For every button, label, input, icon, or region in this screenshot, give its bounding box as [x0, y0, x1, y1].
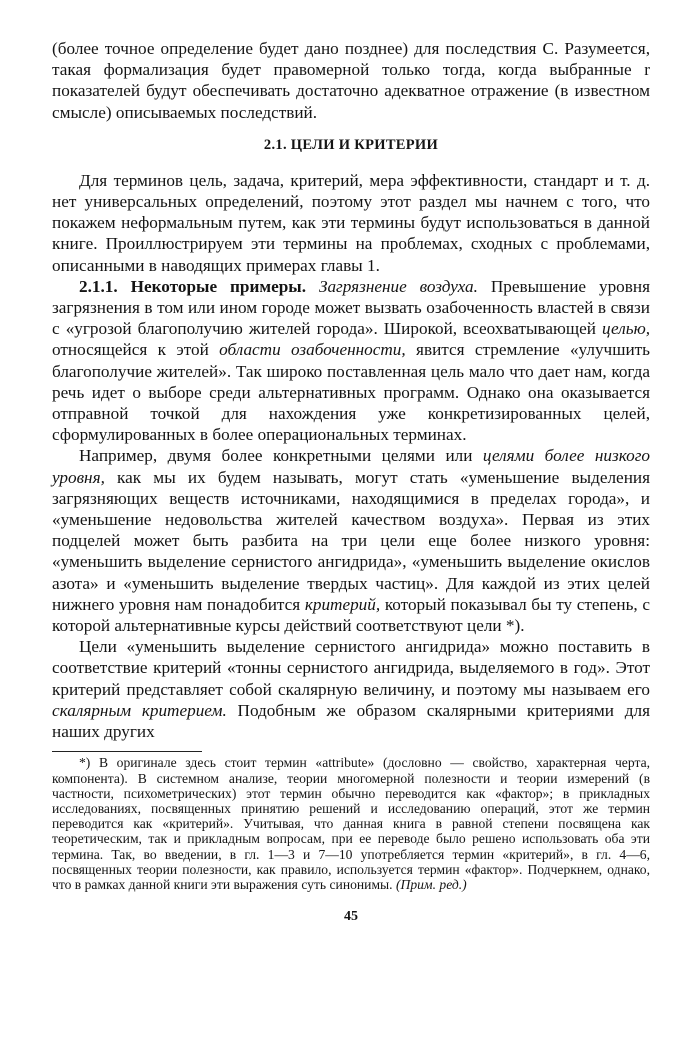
term-goal: целью,: [602, 319, 650, 339]
paragraph-text: Например, двумя более конкретными целями или: [79, 446, 483, 466]
paragraph-text: относящейся к этой: [52, 340, 220, 360]
paragraph-text: Подобным же образом скалярными критериями для наших других: [52, 700, 650, 742]
paragraph-text: как мы их будем называть, могут стать «уменьшение выделения загрязняющих веществ источниками, находящимися в пределах города», и «уменьшение недовольства жителей качеством воздуха». Первая из этих подцелей может быть разбита на три цели еще более низкого уровня: «уменьшить выделение сернистого ангидрида», «уменьшить выделение окислов азота» и «уменьшить выделение твердых частиц». Для каждой из этих целей нижнего уровня нам понадобится: [52, 467, 650, 614]
paragraph-text: Цели «уменьшить выделение сернистого ангидрида» можно поставить в соответствие критерий «тонны сернистого ангидрида, выделяемого в год». Этот критерий представляет собой скалярную величину, и поэтому мы называем его: [52, 637, 650, 699]
paragraph-lower-level-goals: [52, 445, 650, 636]
paragraph-text: явится стремление «улучшить благополучие жителей». Так широко поставленная цель мало что дает нам, когда речь идет о выборе среди альтернативных программ. Однако она оказывается отправной точкой для нахождения уже конкретизированных целей, сформулированных в более операциональных терминах.: [52, 340, 650, 445]
paragraph-text: который показывал бы ту степень, с которой альтернативные курсы действий соответствуют цели *).: [52, 594, 651, 636]
page-number: 45: [344, 909, 358, 925]
term-lower-level-goals: целями более низкого уровня,: [52, 446, 650, 487]
footnote: [52, 755, 650, 892]
footnote-divider: [52, 751, 202, 752]
example-title: Загрязнение воздуха.: [318, 276, 478, 296]
paragraph-text: Превышение уровня загрязнения в том или ином городе может вызвать озабоченность властей в связи с «угрозой благополучию жителей города». Широкой, всеохватывающей: [52, 276, 650, 339]
editor-note: (Прим. ред.): [395, 876, 467, 892]
term-area-of-concern: области озабоченности,: [219, 340, 406, 360]
term-criterion: критерий,: [304, 594, 381, 614]
section-title: 2.1. ЦЕЛИ И КРИТЕРИИ: [263, 136, 439, 153]
footnote-text: *) В оригинале здесь стоит термин «attribute» (дословно — свойство, характерная черта, компонента). В системном анализе, теории многомерной полезности и теории измерений (в частности, психометрических) этот термин обычно переводится как «фактор»; в прикладных исследованиях, посвященных принятию решений и исследованию операций, этот же термин переводится как «критерий». Учитывая, что данная книга в равной степени посвящена как теоретическим, так и прикладным вопросам, при ее переводе было решено использовать оба эти термина. Так, во введении, в гл. 1—3 и 7—10 употребляется термин «критерий», в гл. 4—6, посвященных теории полезности, как правило, используется термин «фактор». Подчеркнем, однако, что в рамках данной книги эти выражения суть синонимы.: [52, 755, 650, 892]
term-scalar-criterion: скалярным критерием.: [52, 700, 227, 720]
paragraph-scalar-criterion: [52, 636, 650, 742]
paragraph-terms: Для терминов цель, задача, критерий, мера эффективности, стандарт и т. д. нет универсальных определений, поэтому этот раздел мы начнем с того, что покажем неформальным путем, как эти термины будут использоваться в данной книге. Проиллюстрируем эти термины на проблемах, сходных с проблемами, описанными в наводящих примерах главы 1.: [52, 170, 650, 275]
book-page: [52, 38, 650, 925]
intro-paragraph: (более точное определение будет дано позднее) для последствия С. Разумеется, такая формализация будет правомерной только тогда, когда выбранные r показателей будут обеспечивать достаточно адекватное отражение (в известном смысле) описываемых последствий.: [52, 39, 650, 122]
subsection-heading: 2.1.1. Некоторые примеры.: [79, 276, 306, 296]
paragraph-examples: [52, 276, 650, 446]
